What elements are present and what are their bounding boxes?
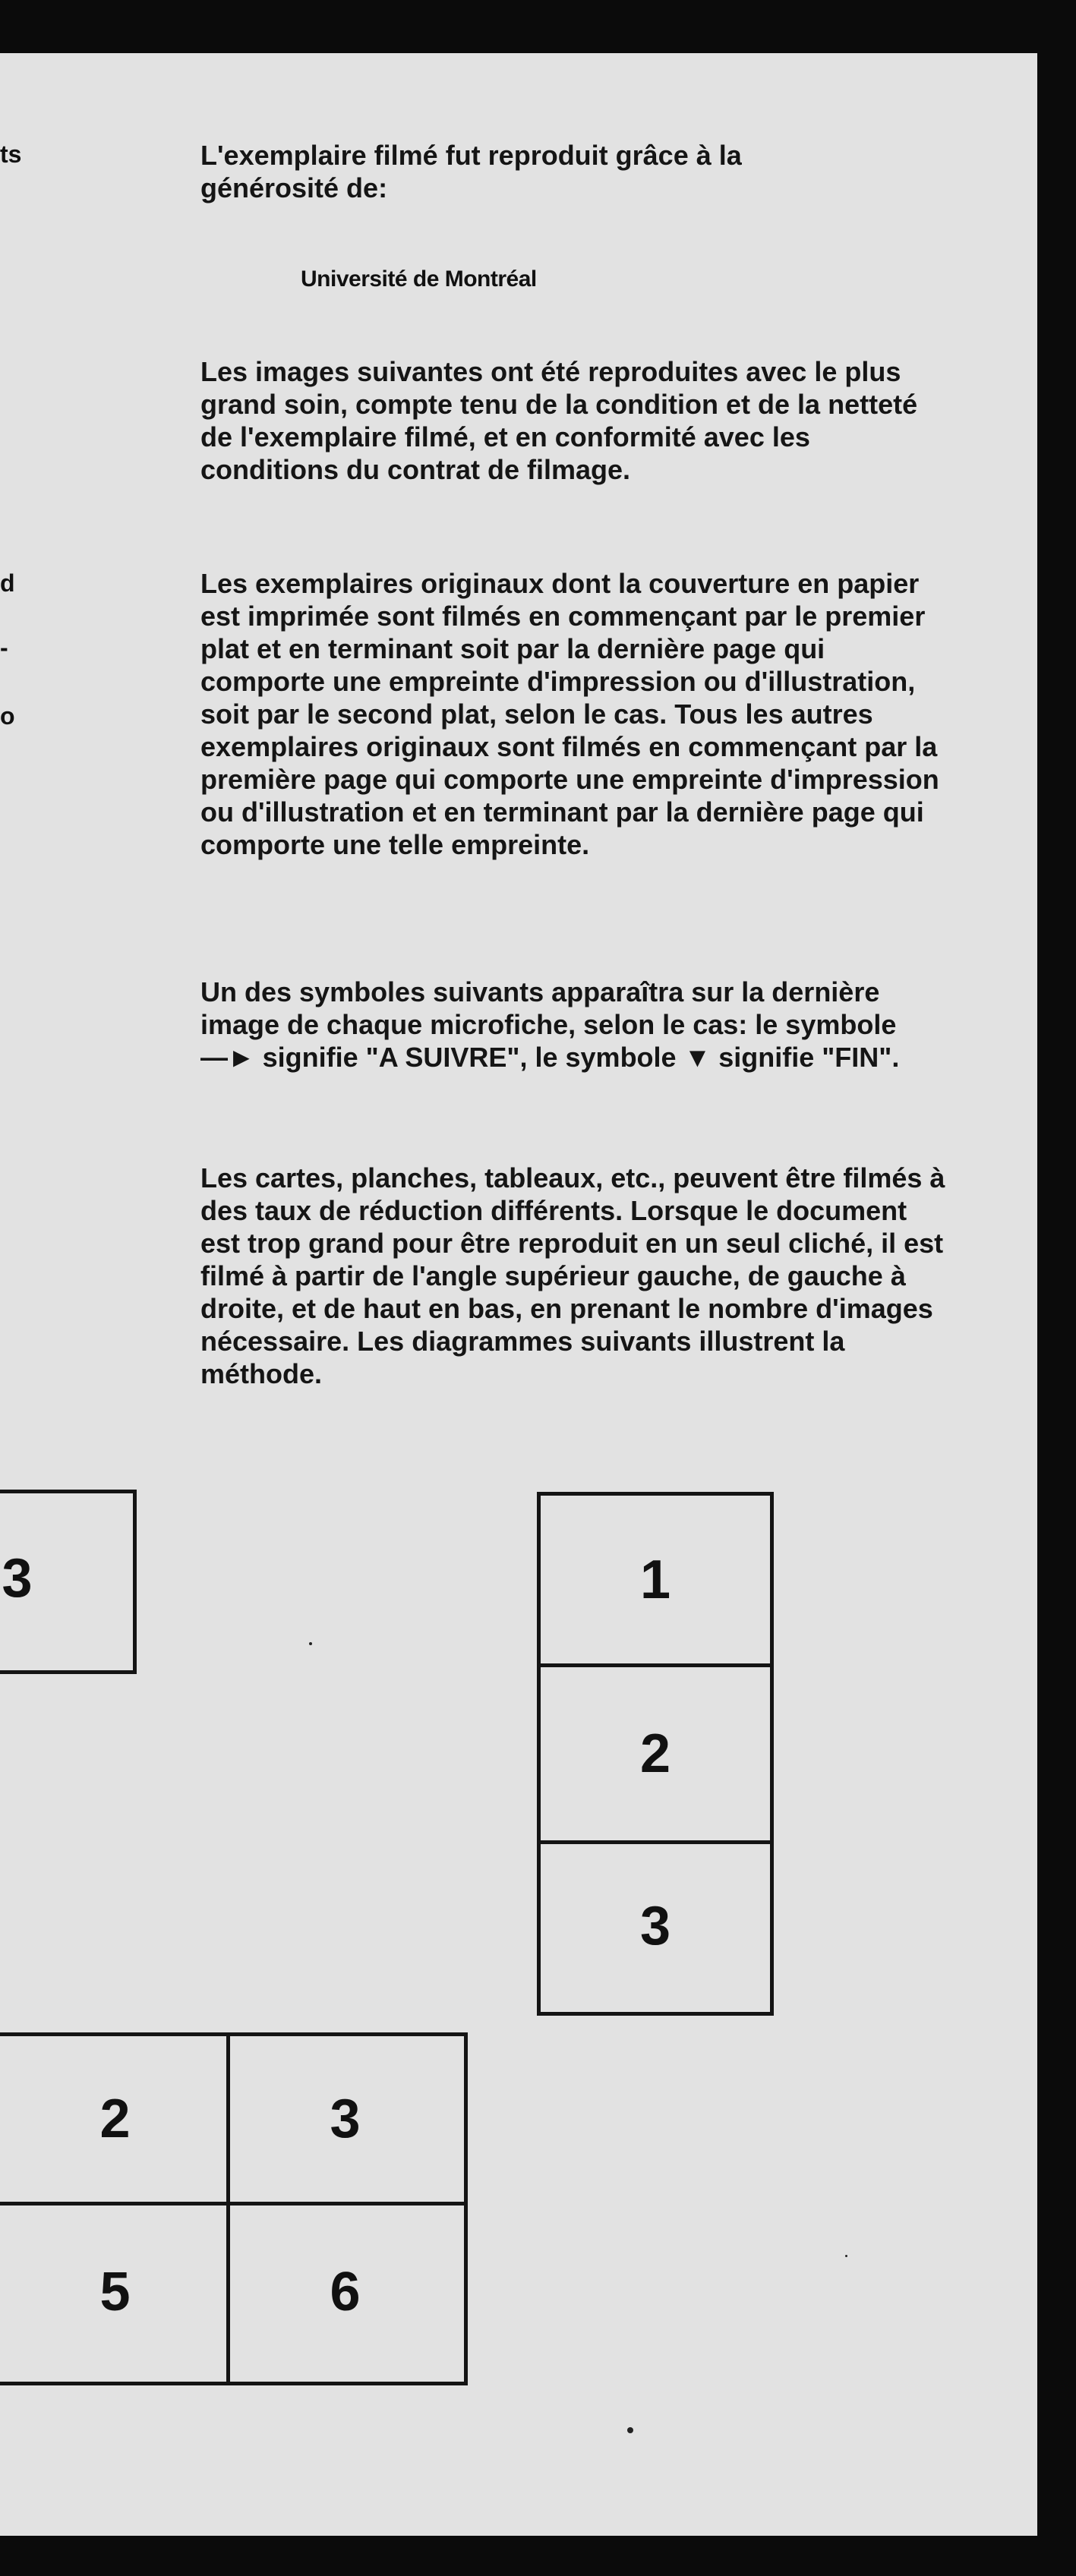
film-border-right — [1037, 0, 1076, 2576]
left-fragment-4: o — [0, 702, 15, 730]
diagram-grid-cell-2: 2 — [99, 2089, 131, 2149]
diagram-grid-cell-3: 3 — [330, 2089, 361, 2149]
credit-line: L'exemplaire filmé fut reproduit grâce à la générosité de: — [200, 140, 742, 203]
paragraph-reproduction: Les images suivantes ont été reproduites avec le plus grand soin, compte tenu de la condition et de la netteté de l'exemplaire filmé, et en conformité avec les conditions du contrat de filmage. — [200, 356, 918, 485]
scan-speck — [845, 2255, 847, 2257]
diagram-vertical-cell-3: 3 — [639, 1896, 671, 1956]
diagram-grid-cell-5: 5 — [99, 2261, 131, 2322]
paragraph-method: Les cartes, planches, tableaux, etc., peuvent être filmés à des taux de réduction différents. Lorsque le document est trop grand pour être reproduit en un seul cliché, il est filmé à partir de l'angle supérieur gauche, de gauche à droite, et de haut en bas, en prenant le nombre d'images nécessaire. Les diagrammes suivants illustrent la méthode. — [200, 1162, 945, 1389]
left-fragment-1: ts — [0, 140, 22, 168]
left-fragment-3: - — [0, 634, 8, 661]
paragraph-symbols: Un des symboles suivants apparaîtra sur la dernière image de chaque microfiche, selon le cas: le symbole —► signifie "A SUIVRE", le symbole ▼ signifie "FIN". — [200, 976, 900, 1073]
institution-name: Université de Montréal — [301, 266, 537, 292]
paragraph-originals: Les exemplaires originaux dont la couverture en papier est imprimée sont filmés en commençant par le premier plat et en terminant soit par la dernière page qui comporte une empreinte d'impression ou d'illustration, soit par le second plat, selon le cas. Tous les autres exemplaires originaux sont filmés en commençant par la première page qui comporte une empreinte d'impression ou d'illustration et en terminant par la dernière page qui comporte une telle empreinte. — [200, 568, 939, 860]
left-fragment-2: d — [0, 569, 15, 597]
diagram-grid-cell-6: 6 — [330, 2261, 361, 2322]
scan-speck — [627, 2427, 633, 2433]
scan-speck — [309, 1642, 312, 1645]
diagram-partial-cell: 3 — [2, 1547, 33, 1609]
diagram-vertical-cell-1: 1 — [639, 1549, 671, 1610]
diagram-vertical-cell-2: 2 — [639, 1723, 671, 1784]
